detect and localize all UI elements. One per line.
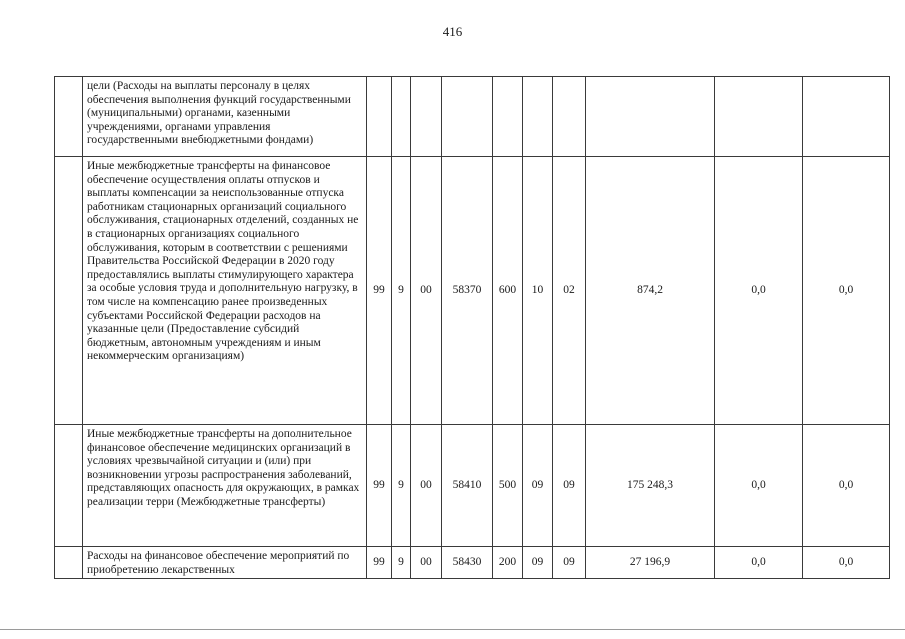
code-cell: 99: [367, 547, 392, 579]
table-row: [55, 425, 890, 547]
code-cell: [392, 77, 411, 157]
amount-cell: 874,2: [586, 157, 715, 425]
amount-cell: [586, 77, 715, 157]
amount-cell: 27 196,9: [586, 547, 715, 579]
code-cell: 00: [411, 547, 442, 579]
code-cell: [493, 77, 523, 157]
code-cell: 9: [392, 425, 411, 547]
description-cell: цели (Расходы на выплаты персоналу в целях обеспечения выполнения функций государственными (муниципальными) органами, казенными учреждениями, органами управления государственными внебюджетными фондами): [83, 77, 367, 157]
code-cell: [442, 77, 493, 157]
row-marker-cell: [55, 77, 83, 157]
code-cell: 58430: [442, 547, 493, 579]
page-number: 416: [442, 24, 463, 39]
amount-cell: 0,0: [803, 425, 890, 547]
amount-cell: 175 248,3: [586, 425, 715, 547]
code-cell: [367, 77, 392, 157]
code-cell: 58370: [442, 157, 493, 425]
code-cell: 09: [553, 547, 586, 579]
table-row: [55, 157, 890, 425]
table-row: [55, 547, 890, 579]
amount-cell: 0,0: [715, 425, 803, 547]
code-cell: 600: [493, 157, 523, 425]
table-row: [55, 77, 890, 157]
description-cell: Иные межбюджетные трансферты на финансовое обеспечение осуществления оплаты отпусков и выплаты компенсации за неиспользованные отпуска работникам стационарных организаций социального обслуживания, стационарных отделений, созданных не в стационарных организациях социального обслуживания, которым в соответствии с решениями Правительства Российской Федерации в 2020 году предоставлялись выплаты стимулирующего характера за особые условия труда и дополнительную нагрузку, в том числе на компенсацию ранее произведенных субъектами Российской Федерации расходов на указанные цели (Предоставление субсидий бюджетным, автономным учреждениям и иным некоммерческим организациям): [83, 157, 367, 425]
code-cell: 00: [411, 425, 442, 547]
code-cell: 09: [523, 547, 553, 579]
code-cell: [411, 77, 442, 157]
row-marker-cell: [55, 425, 83, 547]
code-cell: 58410: [442, 425, 493, 547]
code-cell: 99: [367, 157, 392, 425]
bottom-edge-rule: [0, 629, 905, 630]
code-cell: 9: [392, 157, 411, 425]
amount-cell: 0,0: [803, 547, 890, 579]
budget-table: [54, 76, 890, 579]
amount-cell: 0,0: [803, 157, 890, 425]
code-cell: 9: [392, 547, 411, 579]
code-cell: 09: [523, 425, 553, 547]
amount-cell: [715, 77, 803, 157]
amount-cell: 0,0: [715, 157, 803, 425]
code-cell: 00: [411, 157, 442, 425]
code-cell: 500: [493, 425, 523, 547]
code-cell: 10: [523, 157, 553, 425]
code-cell: 09: [553, 425, 586, 547]
amount-cell: [803, 77, 890, 157]
code-cell: [553, 77, 586, 157]
code-cell: 02: [553, 157, 586, 425]
row-marker-cell: [55, 157, 83, 425]
description-cell: Расходы на финансовое обеспечение мероприятий по приобретению лекарственных: [83, 547, 367, 579]
code-cell: 99: [367, 425, 392, 547]
code-cell: 200: [493, 547, 523, 579]
amount-cell: 0,0: [715, 547, 803, 579]
description-cell: Иные межбюджетные трансферты на дополнительное финансовое обеспечение медицинских организаций в условиях чрезвычайной ситуации и (или) при возникновении угрозы распространения заболеваний, представляющих опасность для окружающих, в рамках реализации терри (Межбюджетные трансферты): [83, 425, 367, 547]
code-cell: [523, 77, 553, 157]
row-marker-cell: [55, 547, 83, 579]
